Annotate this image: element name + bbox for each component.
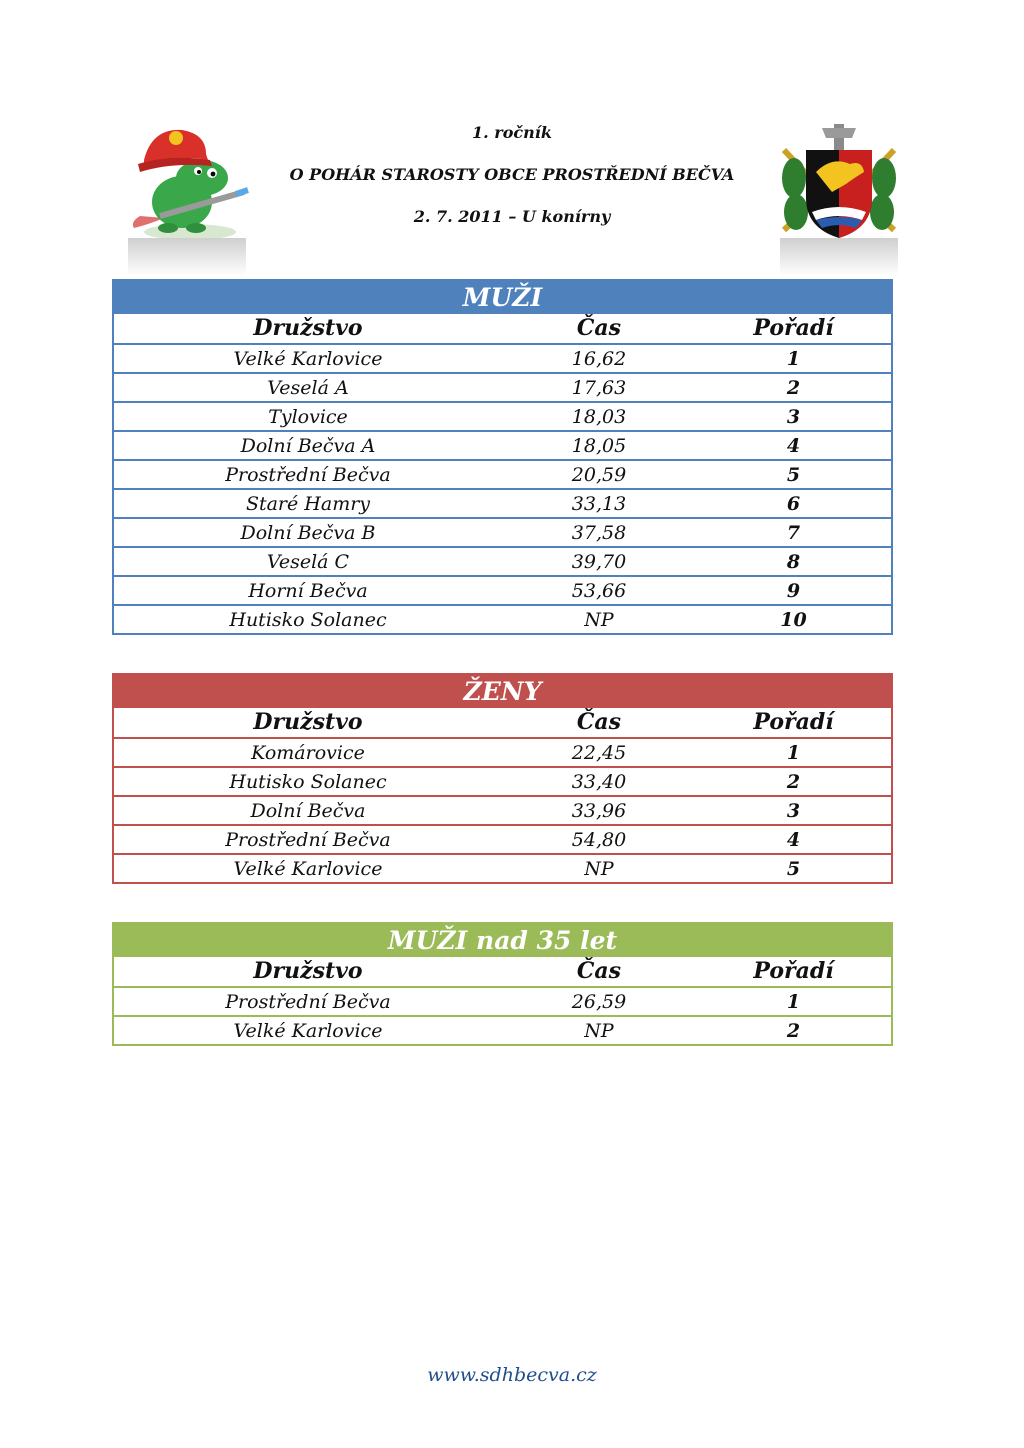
time-cell: NP: [584, 1020, 614, 1042]
team-cell: Hutisko Solanec: [229, 771, 387, 793]
table-row: [114, 430, 891, 459]
rank-cell: 3: [786, 406, 801, 428]
time-cell: 54,80: [571, 829, 627, 851]
table-row: [114, 546, 891, 575]
team-cell: Prostřední Bečva: [225, 991, 391, 1013]
dragon-mascot-logo: [120, 120, 255, 280]
rank-cell: 6: [786, 493, 801, 515]
team-cell: Tylovice: [268, 406, 348, 428]
date-location: 2. 7. 2011 – U konírny: [413, 207, 611, 226]
table-header-row: [114, 957, 891, 986]
rank-cell: 1: [786, 742, 801, 764]
table-row: [114, 1015, 891, 1044]
col-rank-header: Pořadí: [753, 315, 834, 341]
team-cell: Prostřední Bečva: [225, 829, 391, 851]
team-cell: Staré Hamry: [245, 493, 371, 515]
time-cell: NP: [584, 858, 614, 880]
time-cell: 39,70: [571, 551, 627, 573]
col-time-header: Čas: [576, 958, 622, 984]
time-cell: 18,05: [571, 435, 627, 457]
time-cell: 16,62: [571, 348, 627, 370]
rank-cell: 4: [786, 435, 801, 457]
col-team-header: Družstvo: [253, 709, 363, 735]
table-row: [114, 795, 891, 824]
time-cell: 26,59: [571, 991, 627, 1013]
table-row: [114, 986, 891, 1015]
rank-cell: 9: [786, 580, 801, 602]
table-muzi: [112, 279, 893, 635]
rank-cell: 5: [786, 464, 801, 486]
rank-cell: 1: [786, 348, 801, 370]
rank-cell: 10: [780, 609, 807, 631]
team-cell: Dolní Bečva: [250, 800, 366, 822]
rank-cell: 4: [786, 829, 801, 851]
rank-cell: 2: [786, 377, 801, 399]
table-row: [114, 488, 891, 517]
col-time-header: Čas: [576, 315, 622, 341]
col-time-header: Čas: [576, 709, 622, 735]
rank-cell: 7: [786, 522, 801, 544]
col-rank-header: Pořadí: [753, 958, 834, 984]
time-cell: 33,40: [571, 771, 627, 793]
table-header-row: [114, 708, 891, 737]
table-title: MUŽI: [114, 281, 891, 314]
time-cell: 22,45: [571, 742, 627, 764]
team-cell: Hutisko Solanec: [229, 609, 387, 631]
table-row: [114, 737, 891, 766]
team-cell: Veselá C: [266, 551, 350, 573]
edition-line: 1. ročník: [472, 123, 552, 142]
table-row: [114, 343, 891, 372]
rank-cell: 3: [786, 800, 801, 822]
time-cell: 53,66: [571, 580, 627, 602]
table-title: ŽENY: [114, 675, 891, 708]
website-link[interactable]: www.sdhbecva.cz: [427, 1364, 597, 1386]
team-cell: Prostřední Bečva: [225, 464, 391, 486]
time-cell: 37,58: [571, 522, 627, 544]
team-cell: Velké Karlovice: [233, 858, 383, 880]
table-title: MUŽI nad 35 let: [114, 924, 891, 957]
table-muzi-over-35: [112, 922, 893, 1046]
rank-cell: 1: [786, 991, 801, 1013]
rank-cell: 8: [786, 551, 801, 573]
col-team-header: Družstvo: [253, 315, 363, 341]
table-row: [114, 824, 891, 853]
table-row: [114, 517, 891, 546]
fire-brigade-emblem: [772, 120, 907, 280]
col-team-header: Družstvo: [253, 958, 363, 984]
team-cell: Komárovice: [251, 742, 365, 764]
rank-cell: 2: [786, 1020, 801, 1042]
table-row: [114, 459, 891, 488]
team-cell: Dolní Bečva B: [240, 522, 376, 544]
time-cell: 33,96: [571, 800, 627, 822]
competition-title: O POHÁR STAROSTY OBCE PROSTŘEDNÍ BEČVA: [289, 165, 735, 184]
rank-cell: 2: [786, 771, 801, 793]
team-cell: Veselá A: [267, 377, 349, 399]
time-cell: 18,03: [571, 406, 627, 428]
time-cell: 33,13: [571, 493, 627, 515]
col-rank-header: Pořadí: [753, 709, 834, 735]
team-cell: Horní Bečva: [248, 580, 368, 602]
team-cell: Velké Karlovice: [233, 1020, 383, 1042]
table-header-row: [114, 314, 891, 343]
time-cell: NP: [584, 609, 614, 631]
table-row: [114, 766, 891, 795]
table-row: [114, 853, 891, 882]
team-cell: Dolní Bečva A: [240, 435, 376, 457]
rank-cell: 5: [786, 858, 801, 880]
table-row: [114, 401, 891, 430]
team-cell: Velké Karlovice: [233, 348, 383, 370]
table-row: [114, 575, 891, 604]
table-zeny: [112, 673, 893, 884]
time-cell: 17,63: [571, 377, 627, 399]
time-cell: 20,59: [571, 464, 627, 486]
table-row: [114, 604, 891, 633]
table-row: [114, 372, 891, 401]
